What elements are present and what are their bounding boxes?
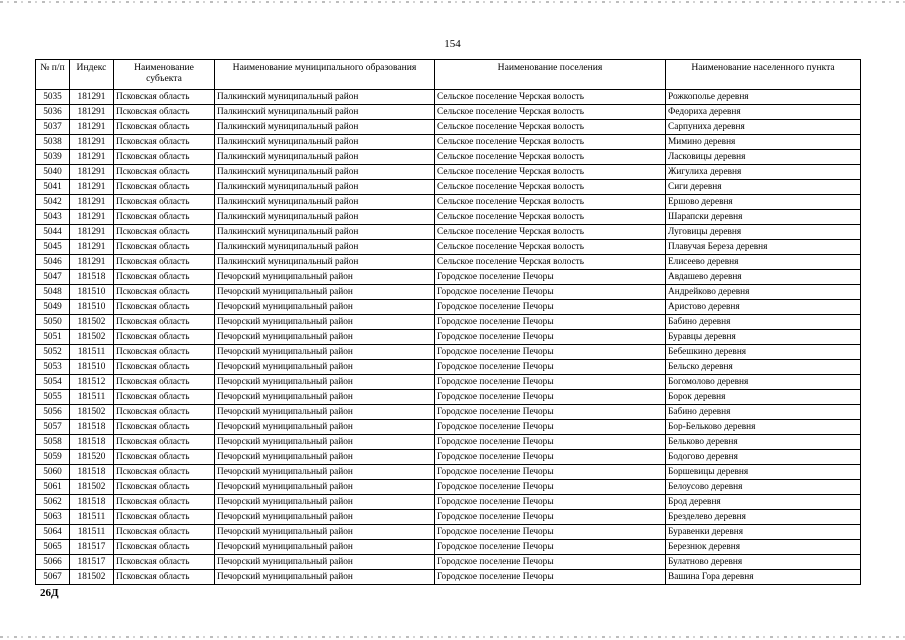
table-row [36, 90, 861, 105]
cell-municipality: Палкинский муниципальный район [215, 105, 435, 120]
cell-municipality: Печорский муниципальный район [215, 420, 435, 435]
cell-municipality: Печорский муниципальный район [215, 435, 435, 450]
cell-settlement: Сельское поселение Черская волость [435, 135, 666, 150]
header-subject: Наименование субъекта [114, 60, 215, 90]
cell-number: 5038 [36, 135, 70, 150]
table-row [36, 255, 861, 270]
cell-subject: Псковская область [114, 225, 215, 240]
cell-index: 181502 [70, 480, 114, 495]
cell-locality: Андрейково деревня [666, 285, 861, 300]
cell-index: 181291 [70, 165, 114, 180]
cell-subject: Псковская область [114, 390, 215, 405]
scan-edge-top [0, 1, 905, 3]
table-row [36, 480, 861, 495]
cell-subject: Псковская область [114, 105, 215, 120]
cell-locality: Аристово деревня [666, 300, 861, 315]
cell-settlement: Сельское поселение Черская волость [435, 225, 666, 240]
cell-municipality: Печорский муниципальный район [215, 495, 435, 510]
cell-municipality: Палкинский муниципальный район [215, 150, 435, 165]
table-row [36, 210, 861, 225]
table-row [36, 285, 861, 300]
cell-subject: Псковская область [114, 255, 215, 270]
cell-locality: Буравцы деревня [666, 330, 861, 345]
table-row [36, 270, 861, 285]
cell-index: 181511 [70, 525, 114, 540]
table-row [36, 420, 861, 435]
cell-municipality: Палкинский муниципальный район [215, 240, 435, 255]
cell-subject: Псковская область [114, 450, 215, 465]
cell-municipality: Палкинский муниципальный район [215, 120, 435, 135]
cell-locality: Бодогово деревня [666, 450, 861, 465]
cell-subject: Псковская область [114, 210, 215, 225]
table-row [36, 525, 861, 540]
header-locality: Наименование населенного пункта [666, 60, 861, 90]
cell-municipality: Печорский муниципальный район [215, 390, 435, 405]
table-body [36, 90, 861, 585]
page-number: 154 [444, 38, 461, 50]
cell-locality: Бельско деревня [666, 360, 861, 375]
cell-locality: Елисеево деревня [666, 255, 861, 270]
cell-settlement: Сельское поселение Черская волость [435, 165, 666, 180]
cell-municipality: Палкинский муниципальный район [215, 180, 435, 195]
cell-settlement: Сельское поселение Черская волость [435, 195, 666, 210]
cell-index: 181291 [70, 180, 114, 195]
cell-settlement: Городское поселение Печоры [435, 510, 666, 525]
table-row [36, 105, 861, 120]
cell-subject: Псковская область [114, 150, 215, 165]
cell-number: 5064 [36, 525, 70, 540]
cell-municipality: Печорский муниципальный район [215, 525, 435, 540]
settlements-table [35, 59, 861, 585]
cell-settlement: Городское поселение Печоры [435, 300, 666, 315]
cell-locality: Бор-Бельково деревня [666, 420, 861, 435]
table-row [36, 165, 861, 180]
scan-edge-bottom [0, 636, 905, 638]
cell-settlement: Городское поселение Печоры [435, 285, 666, 300]
cell-subject: Псковская область [114, 360, 215, 375]
cell-locality: Жигулиха деревня [666, 165, 861, 180]
cell-number: 5045 [36, 240, 70, 255]
table-row [36, 240, 861, 255]
cell-settlement: Сельское поселение Черская волость [435, 240, 666, 255]
cell-municipality: Печорский муниципальный район [215, 405, 435, 420]
cell-number: 5043 [36, 210, 70, 225]
cell-municipality: Печорский муниципальный район [215, 555, 435, 570]
cell-subject: Псковская область [114, 555, 215, 570]
cell-number: 5041 [36, 180, 70, 195]
cell-locality: Бабино деревня [666, 315, 861, 330]
table-row [36, 570, 861, 585]
cell-index: 181518 [70, 465, 114, 480]
cell-settlement: Сельское поселение Черская волость [435, 255, 666, 270]
cell-index: 181510 [70, 300, 114, 315]
cell-settlement: Городское поселение Печоры [435, 570, 666, 585]
cell-locality: Булатново деревня [666, 555, 861, 570]
cell-settlement: Городское поселение Печоры [435, 390, 666, 405]
cell-subject: Псковская область [114, 120, 215, 135]
cell-locality: Сарпуниха деревня [666, 120, 861, 135]
cell-municipality: Палкинский муниципальный район [215, 255, 435, 270]
cell-subject: Псковская область [114, 180, 215, 195]
cell-number: 5037 [36, 120, 70, 135]
table-row [36, 510, 861, 525]
cell-number: 5058 [36, 435, 70, 450]
cell-number: 5061 [36, 480, 70, 495]
cell-number: 5059 [36, 450, 70, 465]
table-row [36, 225, 861, 240]
cell-subject: Псковская область [114, 435, 215, 450]
cell-municipality: Печорский муниципальный район [215, 330, 435, 345]
table-row [36, 450, 861, 465]
cell-locality: Луговицы деревня [666, 225, 861, 240]
cell-municipality: Печорский муниципальный район [215, 480, 435, 495]
cell-subject: Псковская область [114, 300, 215, 315]
cell-index: 181291 [70, 255, 114, 270]
cell-number: 5055 [36, 390, 70, 405]
cell-locality: Бельково деревня [666, 435, 861, 450]
cell-settlement: Городское поселение Печоры [435, 555, 666, 570]
cell-locality: Буравенки деревня [666, 525, 861, 540]
cell-subject: Псковская область [114, 495, 215, 510]
cell-number: 5057 [36, 420, 70, 435]
cell-municipality: Печорский муниципальный район [215, 270, 435, 285]
cell-number: 5039 [36, 150, 70, 165]
table-row [36, 495, 861, 510]
cell-index: 181291 [70, 135, 114, 150]
cell-municipality: Печорский муниципальный район [215, 285, 435, 300]
table-row [36, 180, 861, 195]
cell-subject: Псковская область [114, 195, 215, 210]
cell-municipality: Печорский муниципальный район [215, 450, 435, 465]
cell-municipality: Печорский муниципальный район [215, 300, 435, 315]
cell-number: 5035 [36, 90, 70, 105]
cell-locality: Авдашево деревня [666, 270, 861, 285]
footer-code: 26Д [40, 587, 59, 599]
header-index: Индекс [70, 60, 114, 90]
table-header-row [36, 60, 861, 90]
cell-locality: Вашина Гора деревня [666, 570, 861, 585]
cell-number: 5065 [36, 540, 70, 555]
cell-locality: Брезделево деревня [666, 510, 861, 525]
cell-subject: Псковская область [114, 330, 215, 345]
cell-locality: Мимино деревня [666, 135, 861, 150]
cell-number: 5048 [36, 285, 70, 300]
table-row [36, 360, 861, 375]
cell-subject: Псковская область [114, 90, 215, 105]
cell-settlement: Городское поселение Печоры [435, 345, 666, 360]
cell-subject: Псковская область [114, 285, 215, 300]
cell-settlement: Городское поселение Печоры [435, 315, 666, 330]
cell-municipality: Печорский муниципальный район [215, 540, 435, 555]
cell-subject: Псковская область [114, 465, 215, 480]
cell-index: 181518 [70, 270, 114, 285]
cell-municipality: Палкинский муниципальный район [215, 210, 435, 225]
cell-index: 181511 [70, 510, 114, 525]
cell-subject: Псковская область [114, 510, 215, 525]
cell-municipality: Палкинский муниципальный район [215, 165, 435, 180]
table-row [36, 300, 861, 315]
header-settlement: Наименование поселения [435, 60, 666, 90]
cell-index: 181291 [70, 105, 114, 120]
cell-number: 5046 [36, 255, 70, 270]
cell-settlement: Сельское поселение Черская волость [435, 90, 666, 105]
cell-subject: Псковская область [114, 240, 215, 255]
cell-index: 181518 [70, 435, 114, 450]
cell-index: 181518 [70, 495, 114, 510]
cell-settlement: Городское поселение Печоры [435, 375, 666, 390]
cell-municipality: Печорский муниципальный район [215, 345, 435, 360]
cell-number: 5062 [36, 495, 70, 510]
table-row [36, 390, 861, 405]
cell-municipality: Палкинский муниципальный район [215, 225, 435, 240]
table-row [36, 540, 861, 555]
cell-locality: Федориха деревня [666, 105, 861, 120]
cell-number: 5054 [36, 375, 70, 390]
cell-subject: Псковская область [114, 405, 215, 420]
header-number: № п/п [36, 60, 70, 90]
header-municipality: Наименование муниципального образования [215, 60, 435, 90]
cell-municipality: Печорский муниципальный район [215, 315, 435, 330]
cell-locality: Ласковицы деревня [666, 150, 861, 165]
cell-municipality: Палкинский муниципальный район [215, 195, 435, 210]
cell-number: 5051 [36, 330, 70, 345]
cell-index: 181517 [70, 540, 114, 555]
cell-subject: Псковская область [114, 375, 215, 390]
cell-municipality: Печорский муниципальный район [215, 570, 435, 585]
cell-locality: Бабино деревня [666, 405, 861, 420]
cell-locality: Борок деревня [666, 390, 861, 405]
cell-settlement: Городское поселение Печоры [435, 450, 666, 465]
cell-settlement: Городское поселение Печоры [435, 435, 666, 450]
cell-locality: Белоусово деревня [666, 480, 861, 495]
cell-locality: Шарапски деревня [666, 210, 861, 225]
cell-municipality: Палкинский муниципальный район [215, 90, 435, 105]
cell-number: 5052 [36, 345, 70, 360]
cell-number: 5050 [36, 315, 70, 330]
cell-number: 5066 [36, 555, 70, 570]
cell-index: 181510 [70, 360, 114, 375]
cell-subject: Псковская область [114, 315, 215, 330]
cell-subject: Псковская область [114, 135, 215, 150]
cell-settlement: Городское поселение Печоры [435, 540, 666, 555]
cell-settlement: Городское поселение Печоры [435, 525, 666, 540]
cell-settlement: Сельское поселение Черская волость [435, 105, 666, 120]
cell-settlement: Городское поселение Печоры [435, 360, 666, 375]
cell-index: 181518 [70, 420, 114, 435]
cell-subject: Псковская область [114, 345, 215, 360]
cell-index: 181511 [70, 345, 114, 360]
cell-number: 5053 [36, 360, 70, 375]
table-row [36, 345, 861, 360]
cell-subject: Псковская область [114, 480, 215, 495]
cell-index: 181291 [70, 120, 114, 135]
cell-locality: Богомолово деревня [666, 375, 861, 390]
cell-index: 181291 [70, 240, 114, 255]
cell-locality: Боршевицы деревня [666, 465, 861, 480]
table-row [36, 315, 861, 330]
cell-settlement: Городское поселение Печоры [435, 480, 666, 495]
cell-settlement: Городское поселение Печоры [435, 495, 666, 510]
cell-number: 5056 [36, 405, 70, 420]
cell-number: 5049 [36, 300, 70, 315]
cell-index: 181512 [70, 375, 114, 390]
cell-index: 181291 [70, 90, 114, 105]
cell-settlement: Городское поселение Печоры [435, 330, 666, 345]
cell-subject: Псковская область [114, 165, 215, 180]
cell-locality: Брод деревня [666, 495, 861, 510]
table-row [36, 465, 861, 480]
cell-index: 181510 [70, 285, 114, 300]
cell-number: 5040 [36, 165, 70, 180]
cell-number: 5042 [36, 195, 70, 210]
table-row [36, 135, 861, 150]
cell-subject: Псковская область [114, 540, 215, 555]
table-row [36, 330, 861, 345]
cell-settlement: Сельское поселение Черская волость [435, 150, 666, 165]
cell-locality: Бебешкино деревня [666, 345, 861, 360]
cell-index: 181291 [70, 195, 114, 210]
table-row [36, 195, 861, 210]
cell-municipality: Печорский муниципальный район [215, 465, 435, 480]
cell-municipality: Палкинский муниципальный район [215, 135, 435, 150]
cell-settlement: Городское поселение Печоры [435, 465, 666, 480]
cell-index: 181291 [70, 150, 114, 165]
cell-subject: Псковская область [114, 525, 215, 540]
cell-municipality: Печорский муниципальный район [215, 360, 435, 375]
cell-locality: Березнюк деревня [666, 540, 861, 555]
table-row [36, 150, 861, 165]
cell-number: 5067 [36, 570, 70, 585]
cell-index: 181502 [70, 570, 114, 585]
cell-subject: Псковская область [114, 420, 215, 435]
cell-settlement: Городское поселение Печоры [435, 420, 666, 435]
cell-index: 181517 [70, 555, 114, 570]
cell-index: 181291 [70, 210, 114, 225]
cell-number: 5063 [36, 510, 70, 525]
cell-settlement: Сельское поселение Черская волость [435, 180, 666, 195]
table-row [36, 120, 861, 135]
cell-settlement: Сельское поселение Черская волость [435, 120, 666, 135]
cell-municipality: Печорский муниципальный район [215, 375, 435, 390]
cell-index: 181291 [70, 225, 114, 240]
table-row [36, 375, 861, 390]
cell-subject: Псковская область [114, 570, 215, 585]
cell-settlement: Городское поселение Печоры [435, 270, 666, 285]
cell-locality: Сиги деревня [666, 180, 861, 195]
cell-number: 5044 [36, 225, 70, 240]
cell-number: 5036 [36, 105, 70, 120]
cell-locality: Ершово деревня [666, 195, 861, 210]
cell-index: 181511 [70, 390, 114, 405]
cell-settlement: Сельское поселение Черская волость [435, 210, 666, 225]
cell-settlement: Городское поселение Печоры [435, 405, 666, 420]
cell-index: 181502 [70, 405, 114, 420]
cell-municipality: Печорский муниципальный район [215, 510, 435, 525]
cell-locality: Рожкополье деревня [666, 90, 861, 105]
table-row [36, 405, 861, 420]
table-row [36, 435, 861, 450]
cell-number: 5060 [36, 465, 70, 480]
cell-index: 181520 [70, 450, 114, 465]
cell-index: 181502 [70, 330, 114, 345]
cell-locality: Плавучая Береза деревня [666, 240, 861, 255]
table-row [36, 555, 861, 570]
cell-subject: Псковская область [114, 270, 215, 285]
cell-number: 5047 [36, 270, 70, 285]
cell-index: 181502 [70, 315, 114, 330]
